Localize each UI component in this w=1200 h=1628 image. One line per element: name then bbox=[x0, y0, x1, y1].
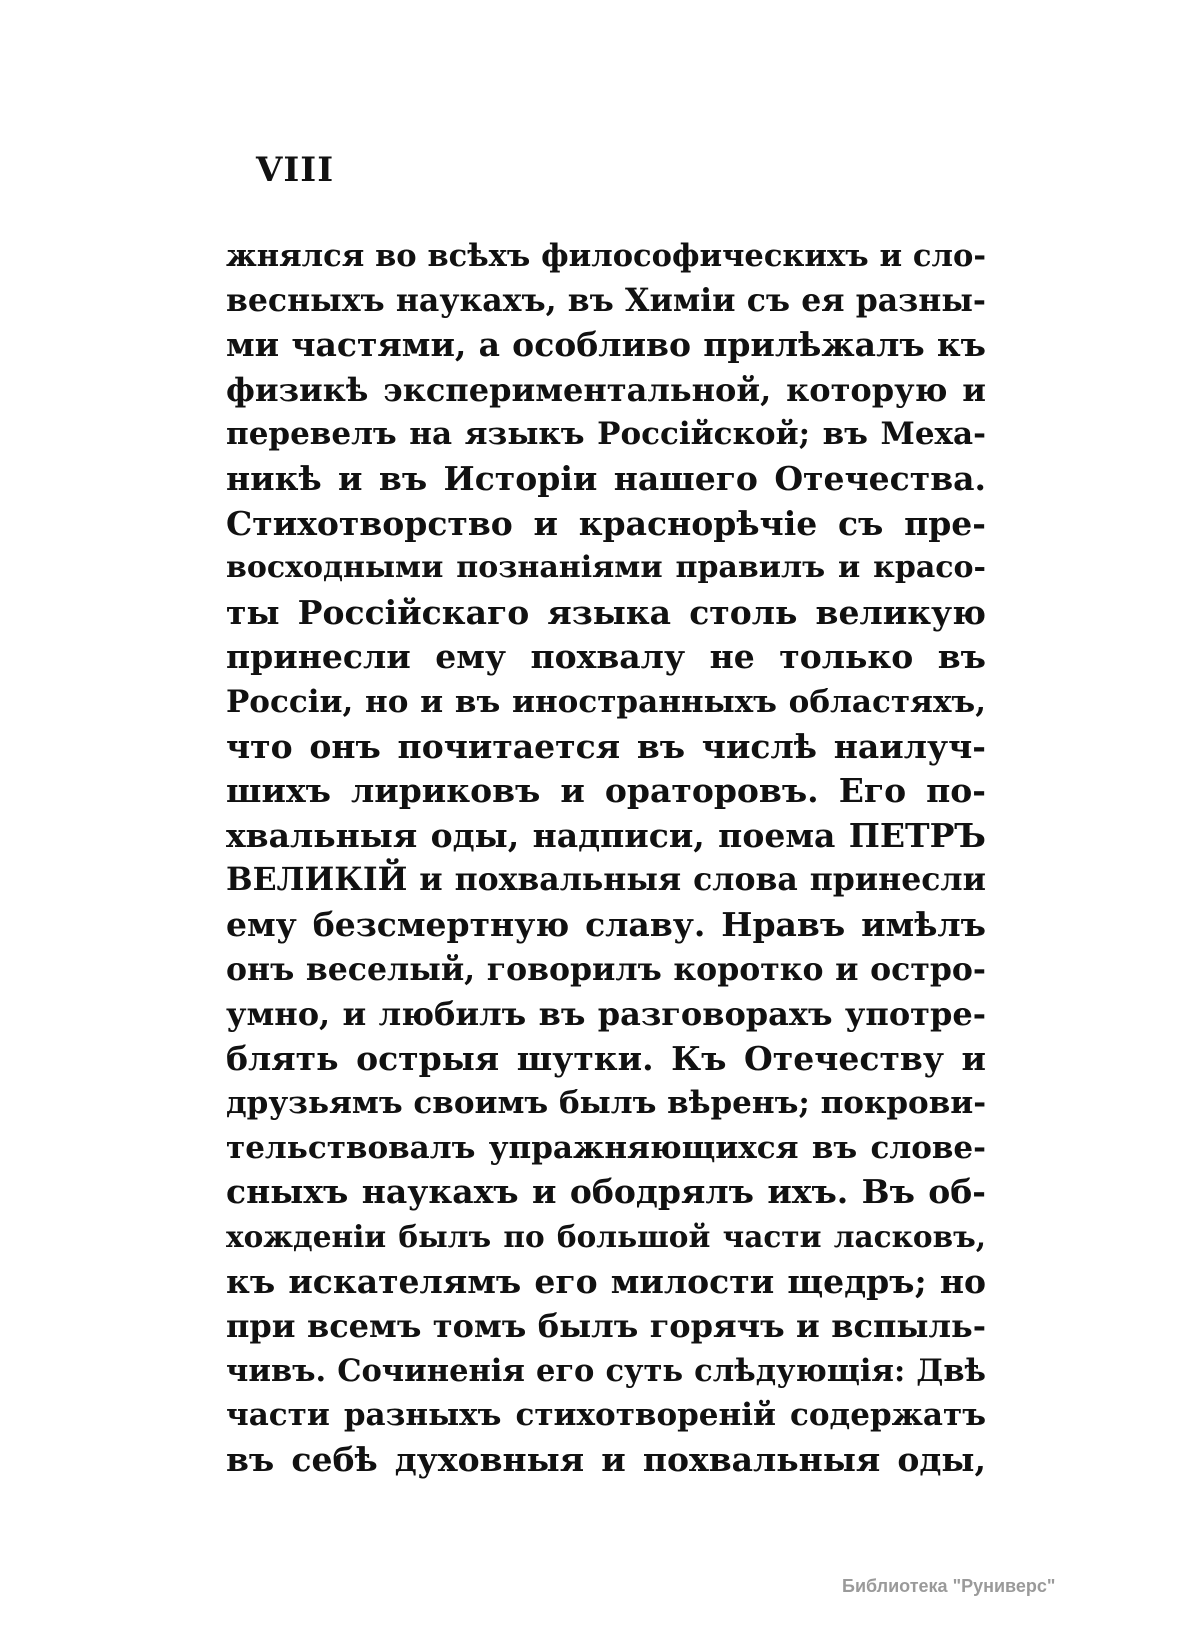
text-line: весныхъ наукахъ, въ Химіи съ ея разны- bbox=[226, 281, 986, 319]
text-line: Россіи, но и въ иностранныхъ областяхъ, bbox=[226, 683, 986, 720]
text-line: принесли ему похвалу не только въ bbox=[226, 637, 986, 677]
text-line: при всемъ томъ былъ горячъ и вспыль- bbox=[226, 1307, 986, 1346]
text-line: части разныхъ стихотвореній содержатъ bbox=[226, 1397, 986, 1434]
text-line: ВЕЛИКІЙ и похвальныя слова принесли bbox=[226, 861, 986, 899]
text-line: тельствовалъ упражняющихся въ слове- bbox=[226, 1129, 986, 1166]
text-line: къ искателямъ его милости щедръ; но bbox=[226, 1261, 986, 1301]
text-line: хожденіи былъ по большой части ласковъ, bbox=[226, 1219, 986, 1255]
body-text bbox=[226, 234, 986, 1483]
text-line: восходными познаніями правилъ и красо- bbox=[226, 550, 986, 586]
text-line: ему безсмертную славу. Нравъ имѣлъ bbox=[226, 904, 986, 944]
text-line: блять острыя шутки. Къ Отечеству и bbox=[226, 1038, 986, 1078]
text-line: сныхъ наукахъ и ободрялъ ихъ. Въ об- bbox=[226, 1172, 986, 1212]
text-line: чивъ. Сочиненія его суть слѣдующія: Двѣ bbox=[226, 1352, 986, 1389]
text-line: въ себѣ духовныя и похвальныя оды, bbox=[226, 1440, 986, 1480]
text-line: шихъ лириковъ и ораторовъ. Его по- bbox=[226, 771, 986, 811]
text-line: Стихотворство и краснорѣчіе съ пре- bbox=[226, 503, 986, 543]
text-line: умно, и любилъ въ разговорахъ употре- bbox=[226, 995, 986, 1034]
text-line: хвальныя оды, надписи, поема ПЕТРЪ bbox=[226, 815, 986, 855]
text-line: никѣ и въ Исторіи нашего Отечества. bbox=[226, 458, 986, 498]
text-line: перевелъ на языкъ Россійской; въ Меха- bbox=[226, 416, 986, 453]
library-watermark: Библиотека "Руниверс" bbox=[842, 1576, 1056, 1596]
text-line: жнялся во всѣхъ философическихъ и сло- bbox=[226, 238, 986, 274]
text-line: что онъ почитается въ числѣ наилуч- bbox=[226, 726, 986, 766]
text-line: онъ веселый, говорилъ коротко и остро- bbox=[226, 950, 986, 988]
text-line: ты Россійскаго языка столь великую bbox=[226, 592, 986, 632]
page-number: VIII bbox=[256, 150, 335, 190]
text-line: друзьямъ своимъ былъ вѣренъ; покрови- bbox=[226, 1085, 987, 1122]
text-line: ми частями, а особливо прилѣжалъ къ bbox=[226, 325, 986, 365]
text-line: физикѣ экспериментальной, которую и bbox=[226, 370, 986, 409]
